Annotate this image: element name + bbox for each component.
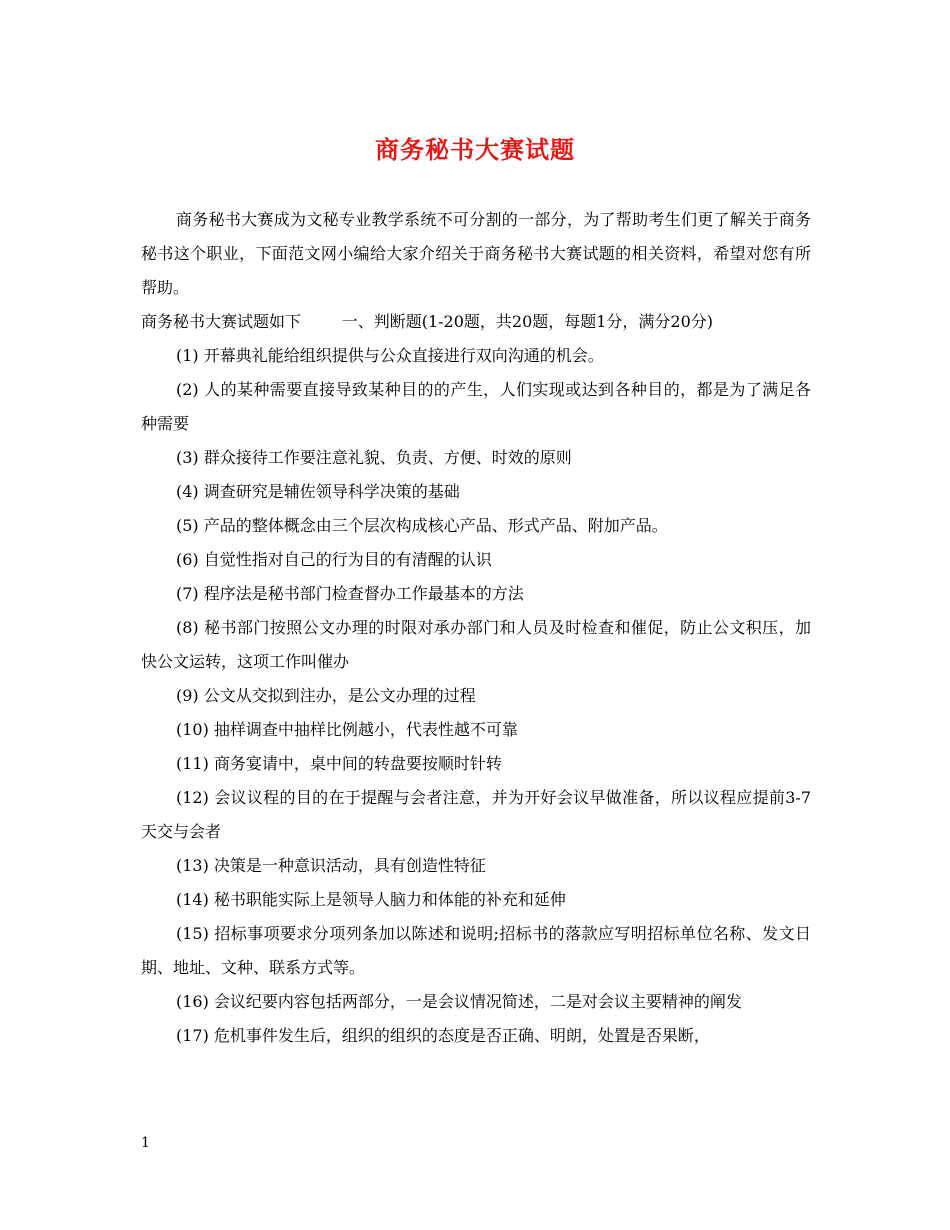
question-item-6: (6) 自觉性指对自己的行为目的有清醒的认识: [176, 550, 492, 569]
page-number: 1: [141, 1135, 150, 1151]
document-body: [141, 203, 811, 1053]
question-item-17: (17) 危机事件发生后，组织的组织的态度是否正确、明朗，处置是否果断，: [176, 1026, 710, 1045]
question-item-4: (4) 调查研究是辅佐领导科学决策的基础: [176, 482, 460, 501]
section-lead: 商务秘书大赛试题如下: [141, 312, 302, 331]
question-item-14: (14) 秘书职能实际上是领导人脑力和体能的补充和延伸: [176, 890, 566, 909]
question-item-16: (16) 会议纪要内容包括两部分，一是会议情况简述，二是对会议主要精神的阐发: [176, 992, 742, 1011]
question-item-2: (2) 人的某种需要直接导致某种目的的产生，人们实现或达到各种目的，都是为了满足各种需要: [141, 380, 811, 433]
question-item-12: (12) 会议议程的目的在于提醒与会者注意，并为开好会议早做准备，所以议程应提前3-7天交与会者: [141, 788, 811, 841]
section-heading-line: [141, 305, 811, 339]
question-item-1: (1) 开幕典礼能给组织提供与公众直接进行双向沟通的机会。: [176, 346, 604, 365]
page-title: 商务秘书大赛试题: [375, 135, 575, 164]
question-item-8: (8) 秘书部门按照公文办理的时限对承办部门和人员及时检查和催促，防止公文积压，加快公文运转，这项工作叫催办: [141, 618, 811, 671]
question-item-3: (3) 群众接待工作要注意礼貌、负责、方便、时效的原则: [176, 448, 572, 467]
question-item-7: (7) 程序法是秘书部门检查督办工作最基本的方法: [176, 584, 524, 603]
question-item-13: (13) 决策是一种意识活动，具有创造性特征: [176, 856, 486, 875]
question-item-10: (10) 抽样调查中抽样比例越小，代表性越不可靠: [176, 720, 518, 739]
question-item-15: (15) 招标事项要求分项列条加以陈述和说明;招标书的落款应写明招标单位名称、发文日期、地址、文种、联系方式等。: [141, 924, 811, 977]
intro-paragraph: 商务秘书大赛成为文秘专业教学系统不可分割的一部分，为了帮助考生们更了解关于商务秘书这个职业，下面范文网小编给大家介绍关于商务秘书大赛试题的相关资料，希望对您有所帮助。: [141, 210, 811, 297]
question-item-11: (11) 商务宴请中，桌中间的转盘要按顺时针转: [176, 754, 502, 773]
question-item-9: (9) 公文从交拟到注办，是公文办理的过程: [176, 686, 476, 705]
section-heading: 一、判断题(1-20题，共20题，每题1分，满分20分): [341, 312, 714, 331]
question-item-5: (5) 产品的整体概念由三个层次构成核心产品、形式产品、附加产品。: [176, 516, 668, 535]
